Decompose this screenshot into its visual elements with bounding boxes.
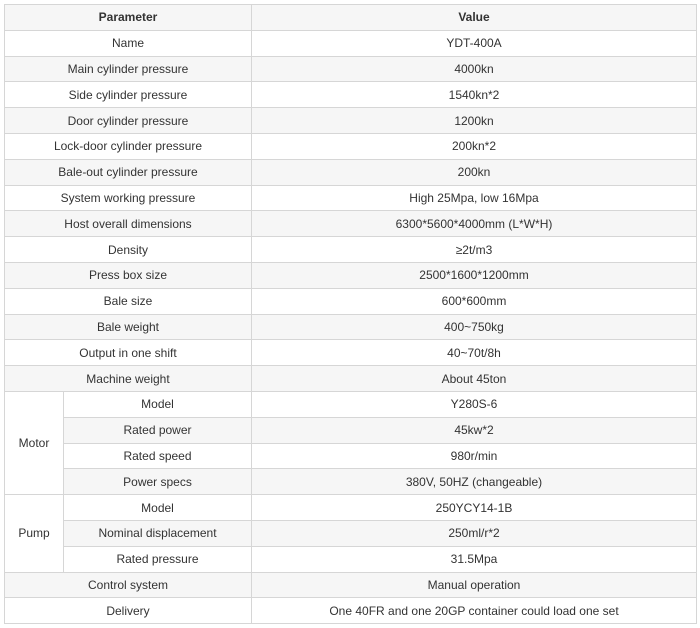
- parameter-cell: System working pressure: [5, 185, 252, 211]
- table-row: [5, 211, 697, 237]
- value-cell: 600*600mm: [252, 288, 697, 314]
- spec-table-body: [5, 5, 697, 624]
- value-cell: 250ml/r*2: [252, 520, 697, 546]
- table-row: [5, 237, 697, 263]
- header-row: [5, 5, 697, 31]
- table-row: [5, 340, 697, 366]
- table-row: [5, 314, 697, 340]
- parameter-cell: Main cylinder pressure: [5, 56, 252, 82]
- parameter-cell: Density: [5, 237, 252, 263]
- value-cell: 1200kn: [252, 108, 697, 134]
- parameter-cell: Press box size: [5, 262, 252, 288]
- table-row: [5, 546, 697, 572]
- header-value: Value: [252, 5, 697, 31]
- value-cell: Manual operation: [252, 572, 697, 598]
- table-row: [5, 159, 697, 185]
- value-cell: ≥2t/m3: [252, 237, 697, 263]
- parameter-cell: Output in one shift: [5, 340, 252, 366]
- value-cell: 200kn: [252, 159, 697, 185]
- value-cell: Y280S-6: [252, 391, 697, 417]
- parameter-cell: Rated pressure: [64, 546, 252, 572]
- parameter-cell: Host overall dimensions: [5, 211, 252, 237]
- parameter-cell: Model: [64, 391, 252, 417]
- value-cell: 40~70t/8h: [252, 340, 697, 366]
- value-cell: 980r/min: [252, 443, 697, 469]
- table-row: [5, 520, 697, 546]
- value-cell: High 25Mpa, low 16Mpa: [252, 185, 697, 211]
- table-row: [5, 262, 697, 288]
- parameter-cell: Rated speed: [64, 443, 252, 469]
- value-cell: 400~750kg: [252, 314, 697, 340]
- value-cell: 45kw*2: [252, 417, 697, 443]
- table-row: [5, 366, 697, 392]
- parameter-cell: Bale-out cylinder pressure: [5, 159, 252, 185]
- value-cell: YDT-400A: [252, 30, 697, 56]
- table-row: [5, 572, 697, 598]
- table-row: [5, 185, 697, 211]
- table-row: [5, 469, 697, 495]
- parameter-cell: Bale size: [5, 288, 252, 314]
- table-row: [5, 82, 697, 108]
- parameter-cell: Control system: [5, 572, 252, 598]
- value-cell: 1540kn*2: [252, 82, 697, 108]
- value-cell: 31.5Mpa: [252, 546, 697, 572]
- table-row: [5, 495, 697, 521]
- motor-group-label: Motor: [5, 391, 64, 494]
- table-row: [5, 30, 697, 56]
- table-row: [5, 133, 697, 159]
- table-row: [5, 443, 697, 469]
- value-cell: 2500*1600*1200mm: [252, 262, 697, 288]
- table-row: [5, 108, 697, 134]
- parameter-cell: Nominal displacement: [64, 520, 252, 546]
- spec-table: [4, 4, 697, 624]
- header-parameter: Parameter: [5, 5, 252, 31]
- table-row: [5, 288, 697, 314]
- value-cell: One 40FR and one 20GP container could load one set: [252, 598, 697, 624]
- parameter-cell: Power specs: [64, 469, 252, 495]
- value-cell: 200kn*2: [252, 133, 697, 159]
- parameter-cell: Rated power: [64, 417, 252, 443]
- parameter-cell: Door cylinder pressure: [5, 108, 252, 134]
- parameter-cell: Delivery: [5, 598, 252, 624]
- table-row: [5, 417, 697, 443]
- table-row: [5, 56, 697, 82]
- value-cell: 4000kn: [252, 56, 697, 82]
- parameter-cell: Bale weight: [5, 314, 252, 340]
- table-row: [5, 391, 697, 417]
- table-row: [5, 598, 697, 624]
- parameter-cell: Side cylinder pressure: [5, 82, 252, 108]
- value-cell: 6300*5600*4000mm (L*W*H): [252, 211, 697, 237]
- parameter-cell: Lock-door cylinder pressure: [5, 133, 252, 159]
- pump-group-label: Pump: [5, 495, 64, 572]
- parameter-cell: Machine weight: [5, 366, 252, 392]
- parameter-cell: Name: [5, 30, 252, 56]
- value-cell: 250YCY14-1B: [252, 495, 697, 521]
- parameter-cell: Model: [64, 495, 252, 521]
- value-cell: About 45ton: [252, 366, 697, 392]
- value-cell: 380V, 50HZ (changeable): [252, 469, 697, 495]
